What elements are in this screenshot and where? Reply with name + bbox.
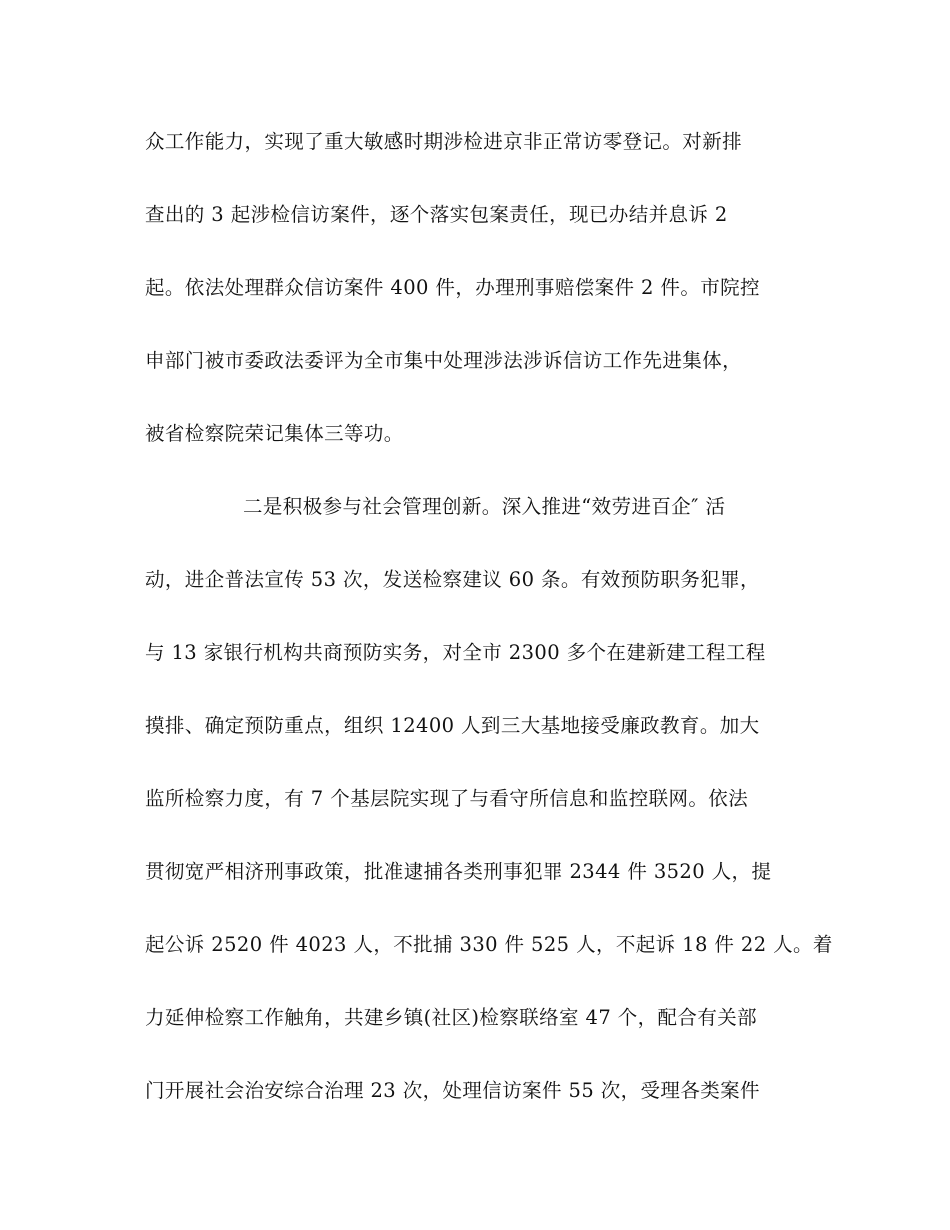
text-line-12: 起公诉 2520 件 4023 人，不批捕 330 件 525 人，不起诉 18 件 22 人。着 [145,933,833,956]
text-line-10: 监所检察力度，有 7 个基层院实现了与看守所信息和监控联网。依法 [145,787,749,810]
text-line-8: 与 13 家银行机构共商预防实务，对全市 2300 多个在建新建工程工程 [145,641,766,664]
text-line-7: 动，进企普法宣传 53 次，发送检察建议 60 条。有效预防职务犯罪， [145,568,760,591]
text-line-4: 申部门被市委政法委评为全市集中处理涉法涉诉信访工作先进集体， [145,349,743,372]
text-line-3: 起。依法处理群众信访案件 400 件，办理刑事赔偿案件 2 件。市院控 [145,276,760,299]
text-line-14: 门开展社会治安综合治理 23 次，处理信访案件 55 次，受理各类案件 [145,1079,760,1102]
text-line-1: 众工作能力，实现了重大敏感时期涉检进京非正常访零登记。对新排 [145,130,743,153]
paragraph-heading-line: 二是积极参与社会管理创新。深入推进“效劳进百企″ 活 [243,495,726,518]
text-line-9: 摸排、确定预防重点，组织 12400 人到三大基地接受廉政教育。加大 [145,714,760,737]
text-line-13: 力延伸检察工作触角，共建乡镇(社区)检察联络室 47 个，配合有关部 [145,1006,758,1029]
text-line-5: 被省检察院荣记集体三等功。 [145,422,404,445]
text-line-2: 查出的 3 起涉检信访案件，逐个落实包案责任，现已办结并息诉 2 [145,203,728,226]
text-line-11: 贯彻宽严相济刑事政策，批准逮捕各类刑事犯罪 2344 件 3520 人，提 [145,860,772,883]
